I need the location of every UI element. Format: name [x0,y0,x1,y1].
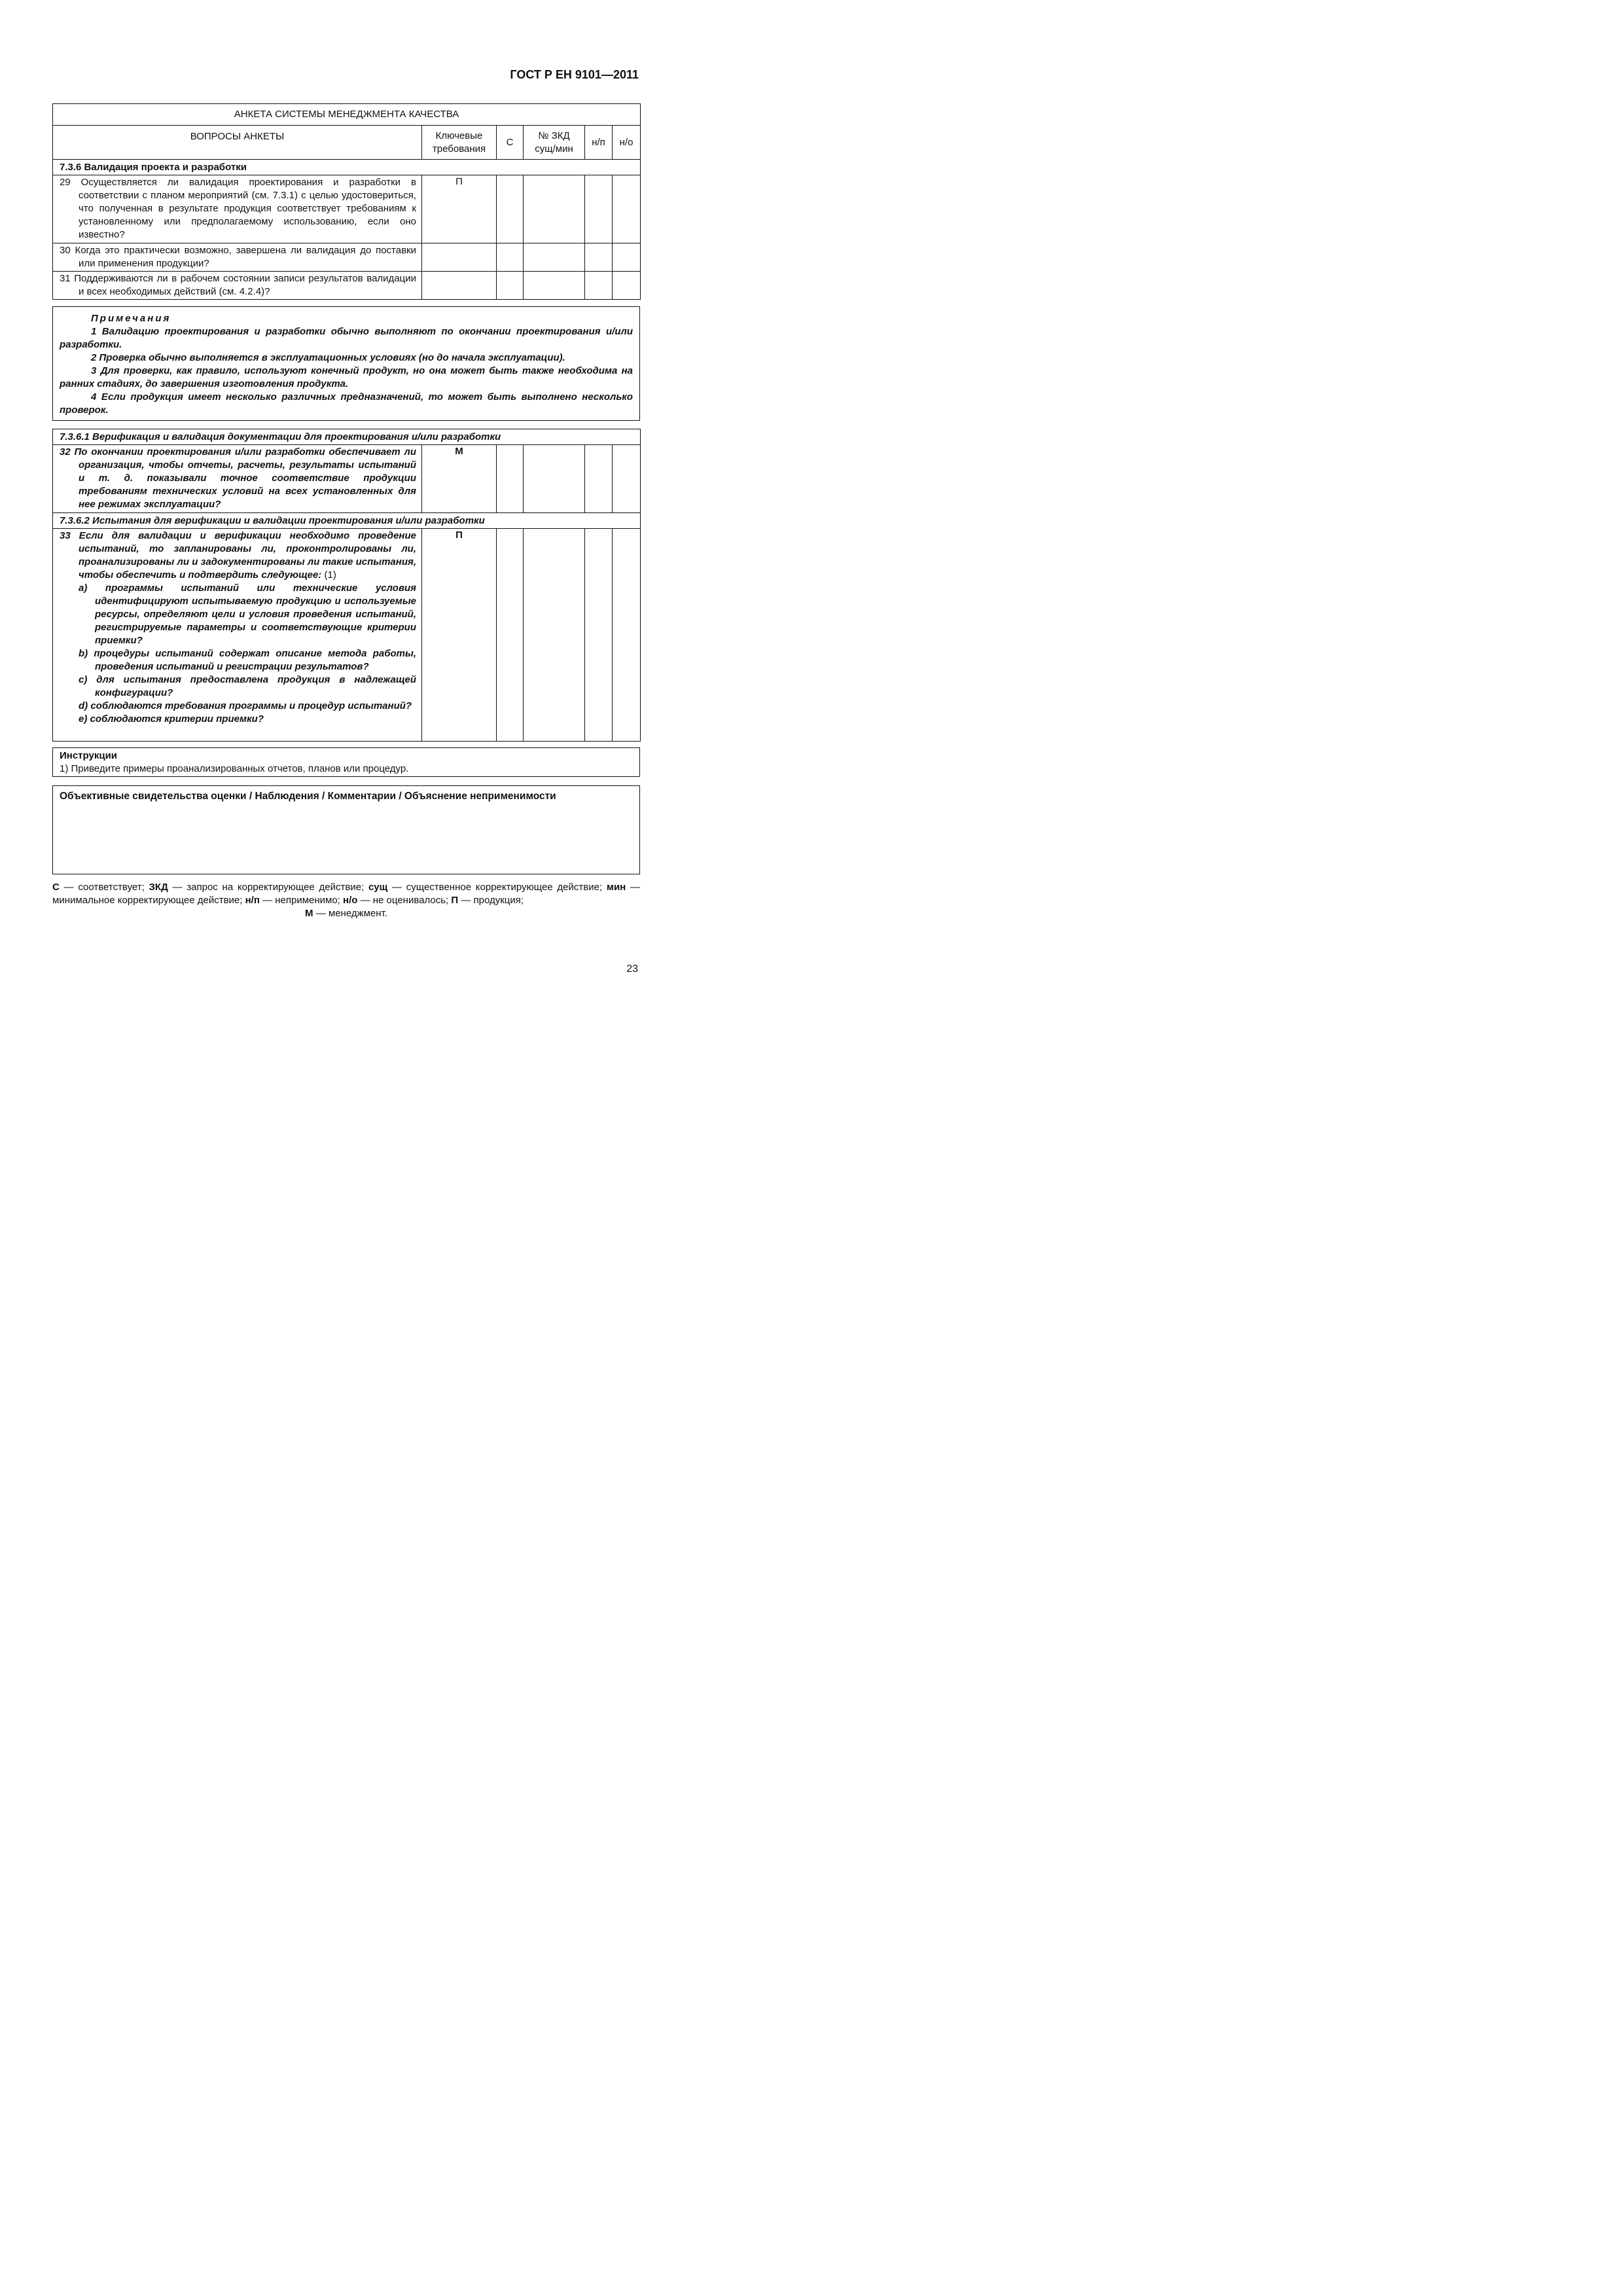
question-33-item-b: b) процедуры испытаний содержат описание метода работы, проведения испытаний и регистрации результатов? [79,648,416,672]
document-code: ГОСТ Р ЕН 9101—2011 [510,68,639,81]
section-heading: 7.3.6 Валидация проекта и разработки [53,160,641,175]
question-33: 33 Если для валидации и верификации необходимо проведение испытаний, то запланированы ли, проконтролированы ли, проанализированы ли и задокументированы ли такие испытания, чтобы обеспечить и подтвердить следующее: (1) [60,530,416,581]
key-requirement: П [422,529,497,742]
note-4: 4 Если продукция имеет несколько различных предназначений, то может быть выполнено несколько проверок. [60,391,633,416]
evidence-title: Объективные свидетельства оценки / Наблюдения / Комментарии / Объяснение неприменимости [60,791,556,802]
page-number: 23 [626,963,638,975]
question-33-item-d: d) соблюдаются требования программы и процедур испытаний? [79,700,412,711]
answer-cell[interactable] [613,529,641,742]
table-row [53,272,641,300]
instructions-text: 1) Приведите примеры проанализированных отчетов, планов или процедур. [60,763,409,774]
table-row [53,175,641,243]
answer-cell[interactable] [585,272,613,300]
key-requirement: М [422,445,497,513]
answer-cell[interactable] [613,445,641,513]
legend: С — соответствует; ЗКД — запрос на корректирующее действие; сущ — существенное корректирующее действие; мин — минимальное корректирующее действие; н/п — неприменимо; н/о — не оценивалось; П — продукция; М — менеджмент. [52,882,640,919]
answer-cell[interactable] [524,272,585,300]
key-requirement: П [422,175,497,243]
answer-cell[interactable] [585,445,613,513]
col-not-applicable: н/п [585,126,613,160]
question-29: 29 Осуществляется ли валидация проектирования и разработки в соответствии с планом мероприятий (см. 7.3.1) с целью удостовериться, что полученная в результате продукция соответствует требованиям к установленному или предполагаемому использованию, если оно известно? [60,177,416,240]
col-questions: ВОПРОСЫ АНКЕТЫ [53,126,422,160]
notes-box [52,306,640,421]
answer-cell[interactable] [524,243,585,272]
col-zkd: № ЗКД сущ/мин [524,126,585,160]
table-row [53,529,641,742]
col-key-requirements: Ключевые требования [422,126,497,160]
answer-cell[interactable] [613,272,641,300]
col-not-evaluated: н/о [613,126,641,160]
answer-cell[interactable] [524,529,585,742]
answer-cell[interactable] [497,243,524,272]
questionnaire-table-2 [52,429,641,742]
answer-cell[interactable] [524,445,585,513]
answer-cell[interactable] [585,243,613,272]
note-3: 3 Для проверки, как правило, используют конечный продукт, но она может быть также необходима на ранних стадиях, до завершения изготовления продукта. [60,365,633,389]
notes-title: Примечания [91,313,171,324]
answer-cell[interactable] [497,445,524,513]
answer-cell[interactable] [524,175,585,243]
instructions-box [52,747,640,777]
section-heading: 7.3.6.1 Верификация и валидация документации для проектирования и/или разработки [60,431,501,442]
answer-cell[interactable] [497,175,524,243]
question-30: 30 Когда это практически возможно, завершена ли валидация до поставки или применения продукции? [60,245,416,269]
question-32: 32 По окончании проектирования и/или разработки обеспечивает ли организация, чтобы отчеты, расчеты, результаты испытаний и т. д. показывали точное соответствие продукции требованиям технических условий на всех установленных для нее режимах эксплуатации? [60,446,416,510]
answer-cell[interactable] [585,175,613,243]
section-heading: 7.3.6.2 Испытания для верификации и валидации проектирования и/или разработки [60,514,485,526]
answer-cell[interactable] [497,529,524,742]
table-row [53,243,641,272]
col-compliant: С [497,126,524,160]
key-requirement [422,243,497,272]
answer-cell[interactable] [613,243,641,272]
key-requirement [422,272,497,300]
question-33-item-a: a) программы испытаний или технические условия идентифицируют испытываемую продукцию и используемые ресурсы, определяют цели и условия проведения испытаний, регистрируемые параметры и соответствующие критерии приемки? [79,583,416,646]
questionnaire-table [52,103,641,300]
table-title: АНКЕТА СИСТЕМЫ МЕНЕДЖМЕНТА КАЧЕСТВА [53,104,641,126]
answer-cell[interactable] [497,272,524,300]
question-33-item-e: e) соблюдаются критерии приемки? [79,713,264,725]
table-row [53,445,641,513]
evidence-box[interactable] [52,785,640,874]
note-2: 2 Проверка обычно выполняется в эксплуатационных условиях (но до начала эксплуатации). [91,352,565,363]
question-31: 31 Поддерживаются ли в рабочем состоянии записи результатов валидации и всех необходимых действий (см. 4.2.4)? [60,273,416,297]
note-1: 1 Валидацию проектирования и разработки обычно выполняют по окончании проектирования и/или разработки. [60,326,633,350]
question-33-item-c: c) для испытания предоставлена продукция в надлежащей конфигурации? [79,674,416,698]
answer-cell[interactable] [613,175,641,243]
instructions-title: Инструкции [60,750,118,761]
answer-cell[interactable] [585,529,613,742]
